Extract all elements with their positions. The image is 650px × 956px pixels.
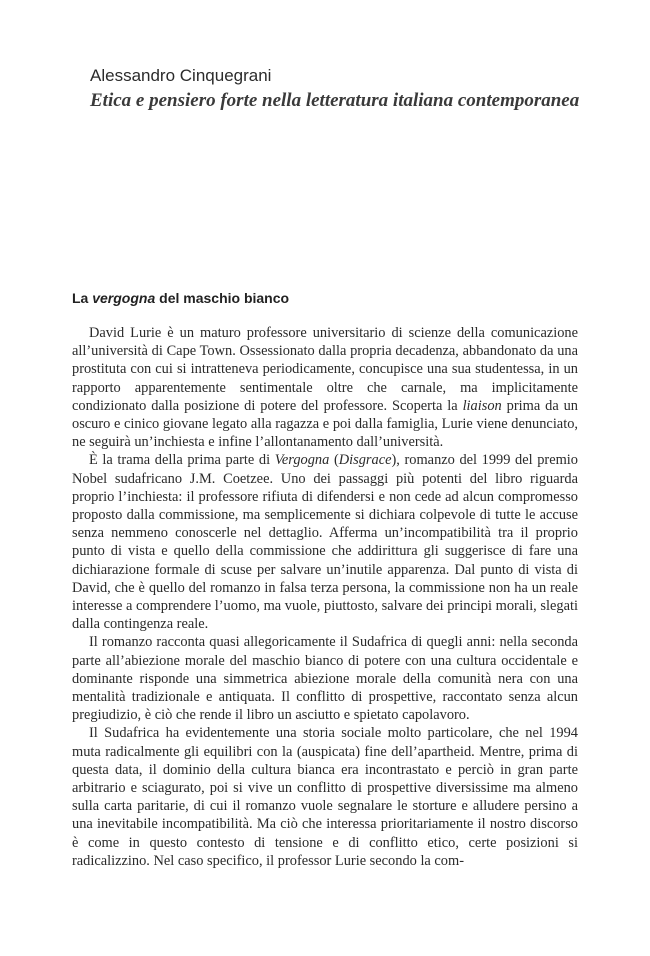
- author-name: Alessandro Cinquegrani: [90, 66, 272, 85]
- paragraph-2-text-cont: (: [329, 452, 339, 469]
- paragraph-4: [72, 724, 578, 870]
- paragraph-3: [72, 633, 578, 724]
- section-heading-emphasis: vergogna: [92, 290, 156, 306]
- body-text: [72, 324, 578, 870]
- paragraph-1-text-cont: prima da un oscuro e cinico giovane legato alla ragazza e poi dalla famiglia, Lurie viene denunciato, ne seguirà un’inchiesta e infine l’allontanamento dall’università.: [72, 397, 578, 451]
- paragraph-2: [72, 451, 578, 633]
- book-title: Etica e pensiero forte nella letteratura italiana contemporanea: [90, 90, 580, 111]
- paragraph-2-text: È la trama della prima parte di: [89, 452, 275, 469]
- paragraph-4-text: Il Sudafrica ha evidentemente una storia sociale molto particolare, che nel 1994 muta radicalmente gli equilibri con la (auspicata) fine dell’apartheid. Mentre, prima di questa data, il dominio della cultura bianca era incontrastato e perciò in gran parte arbitrario e sciagurato, poi si vive un conflitto di prospettive diversissime ma almeno sulla carta paritarie, di cui il romanzo vuole segnalare le storture e alludere persino a una inevitabile incompatibilità. Ma ciò che interessa prioritariamente il nostro discorso è come in questo contesto di tensione e di conflitto etico, certe posizioni si radicalizzino. Nel caso specifico, il professor Lurie secondo la com-: [72, 725, 578, 869]
- paragraph-1-emphasis: liaison: [462, 397, 502, 414]
- paragraph-1: [72, 324, 578, 451]
- paragraph-2-emphasis-title: Vergogna: [274, 452, 330, 469]
- paragraph-1-text: David Lurie è un maturo professore universitario di scienze della comunicazione all’università di Cape Town. Ossessionato dalla propria decadenza, abbandonato da una prostituta con cui si intratteneva periodicamente, concupisce una sua studentessa, in un rapporto apparentemente sentimentale oltre che carnale, ma implicitamente condizionato dalla posizione di potere del professore. Scoperta la: [72, 325, 578, 414]
- section-heading-pre: La: [72, 290, 93, 306]
- section-heading: [72, 290, 289, 306]
- paragraph-2-text-end: ), romanzo del 1999 del premio Nobel sudafricano J.M. Coetzee. Uno dei passaggi più potenti del libro riguarda proprio l’inchiesta: il professore rifiuta di difendersi e non cede ad alcun compromesso proposto dalla commissione, ma semplicemente si dichiara colpevole di tutte le accuse senza nemmeno conoscerle nel dettaglio. Afferma un’incompatibilità tra il proprio punto di vista e quello della commissione che addirittura gli suggerisce di fare una dichiarazione formale di scuse per salvare un’inutile apparenza. Dal punto di vista di David, che è quello del romanzo in falsa terza persona, la commissione non ha un reale interesse a comprendere l’uomo, ma vuole, piuttosto, salvare dei principi morali, slegati dalla contingenza reale.: [72, 452, 578, 633]
- paragraph-2-emphasis-original-title: Disgrace: [338, 452, 392, 469]
- section-heading-post: del maschio bianco: [155, 290, 290, 306]
- paragraph-3-text: Il romanzo racconta quasi allegoricamente il Sudafrica di quegli anni: nella seconda parte all’abiezione morale del maschio bianco di potere con una cultura occidentale e dominante risponde una simmetrica abiezione morale della comunità nera con una mentalità tradizionale e antiquata. Il conflitto di prospettive, raccontato senza alcun pregiudizio, è ciò che rende il libro un asciutto e spietato capolavoro.: [72, 634, 578, 724]
